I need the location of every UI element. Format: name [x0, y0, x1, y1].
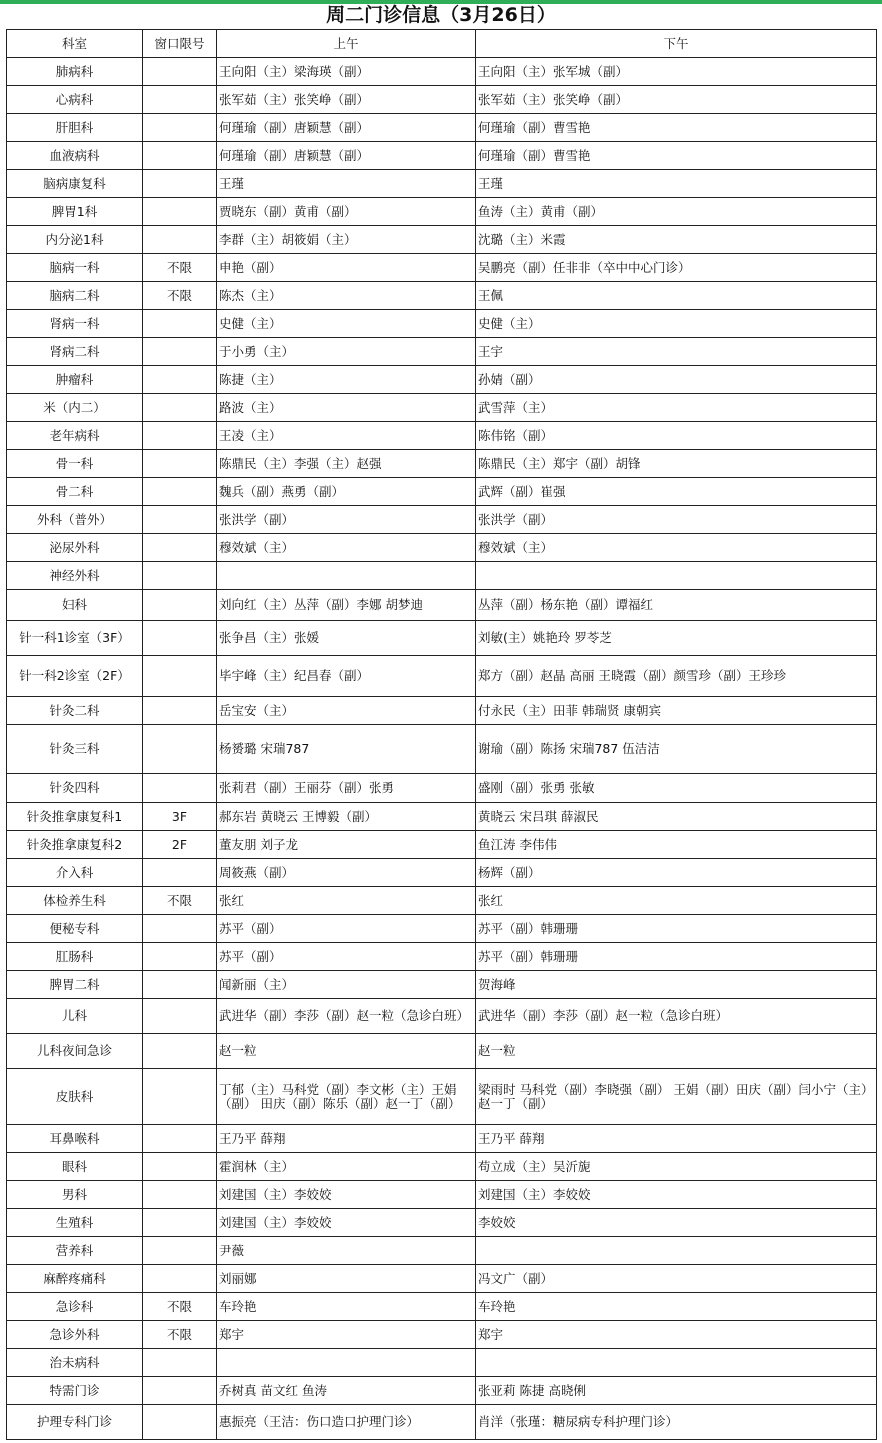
dept-cell: 米（内二） — [7, 394, 143, 422]
pm-cell: 沈璐（主）米霞 — [476, 226, 877, 254]
am-cell: 刘丽娜 — [217, 1265, 476, 1293]
header-am: 上午 — [217, 30, 476, 58]
pm-cell: 张洪学（副） — [476, 506, 877, 534]
table-row — [7, 1181, 877, 1209]
limit-cell — [143, 534, 217, 562]
am-cell: 岳宝安（主） — [217, 697, 476, 725]
table-row — [7, 915, 877, 943]
dept-cell: 肾病一科 — [7, 310, 143, 338]
dept-cell: 肺病科 — [7, 58, 143, 86]
table-row — [7, 774, 877, 803]
am-cell: 陈鼎民（主）李强（主）赵强 — [217, 450, 476, 478]
limit-cell — [143, 506, 217, 534]
am-cell: 史健（主） — [217, 310, 476, 338]
am-cell: 丁郁（主）马科党（副）李文彬（主）王娟（副） 田庆（副）陈乐（副）赵一丁（副） — [217, 1069, 476, 1125]
table-row — [7, 1293, 877, 1321]
pm-cell: 史健（主） — [476, 310, 877, 338]
table-row — [7, 478, 877, 506]
pm-cell: 王宇 — [476, 338, 877, 366]
am-cell: 武进华（副）李莎（副）赵一粒（急诊白班） — [217, 999, 476, 1034]
dept-cell: 便秘专科 — [7, 915, 143, 943]
pm-cell: 苏平（副）韩珊珊 — [476, 915, 877, 943]
pm-cell: 赵一粒 — [476, 1034, 877, 1069]
dept-cell: 针灸三科 — [7, 725, 143, 774]
table-row — [7, 1034, 877, 1069]
am-cell: 车玲艳 — [217, 1293, 476, 1321]
schedule-body — [7, 58, 877, 1440]
am-cell: 王瑾 — [217, 170, 476, 198]
pm-cell: 武进华（副）李莎（副）赵一粒（急诊白班） — [476, 999, 877, 1034]
dept-cell: 脾胃1科 — [7, 198, 143, 226]
table-row — [7, 887, 877, 915]
limit-cell — [143, 1377, 217, 1405]
pm-cell: 苟立成（主）吴沂旎 — [476, 1153, 877, 1181]
pm-cell: 何瑾瑜（副）曹雪艳 — [476, 114, 877, 142]
pm-cell: 武辉（副）崔强 — [476, 478, 877, 506]
table-row — [7, 1209, 877, 1237]
dept-cell: 针灸二科 — [7, 697, 143, 725]
pm-cell: 何瑾瑜（副）曹雪艳 — [476, 142, 877, 170]
table-row — [7, 803, 877, 831]
table-row — [7, 282, 877, 310]
limit-cell — [143, 999, 217, 1034]
limit-cell — [143, 226, 217, 254]
dept-cell: 治未病科 — [7, 1349, 143, 1377]
dept-cell: 针一科1诊室（3F） — [7, 621, 143, 656]
am-cell: 张洪学（副） — [217, 506, 476, 534]
dept-cell: 泌尿外科 — [7, 534, 143, 562]
am-cell: 董友朋 刘子龙 — [217, 831, 476, 859]
dept-cell: 生殖科 — [7, 1209, 143, 1237]
am-cell: 杨赟璐 宋瑞787 — [217, 725, 476, 774]
pm-cell: 付永民（主）田菲 韩瑞贤 康朝宾 — [476, 697, 877, 725]
table-row — [7, 506, 877, 534]
table-row — [7, 621, 877, 656]
dept-cell: 皮肤科 — [7, 1069, 143, 1125]
pm-cell: 贺海峰 — [476, 971, 877, 999]
table-row — [7, 422, 877, 450]
table-row — [7, 1321, 877, 1349]
limit-cell: 不限 — [143, 1293, 217, 1321]
am-cell: 王乃平 薛翔 — [217, 1125, 476, 1153]
limit-cell — [143, 1237, 217, 1265]
limit-cell — [143, 142, 217, 170]
limit-cell — [143, 1349, 217, 1377]
table-row — [7, 697, 877, 725]
table-row — [7, 254, 877, 282]
limit-cell — [143, 725, 217, 774]
limit-cell — [143, 1034, 217, 1069]
dept-cell: 脑病一科 — [7, 254, 143, 282]
am-cell: 陈捷（主） — [217, 366, 476, 394]
dept-cell: 骨二科 — [7, 478, 143, 506]
am-cell: 郑宇 — [217, 1321, 476, 1349]
pm-cell: 郑宇 — [476, 1321, 877, 1349]
header-row — [7, 30, 877, 58]
limit-cell — [143, 86, 217, 114]
am-cell: 王向阳（主）梁海瑛（副） — [217, 58, 476, 86]
table-row — [7, 534, 877, 562]
pm-cell: 王佩 — [476, 282, 877, 310]
pm-cell: 谢瑜（副）陈扬 宋瑞787 伍洁洁 — [476, 725, 877, 774]
table-row — [7, 198, 877, 226]
am-cell — [217, 562, 476, 590]
table-row — [7, 1125, 877, 1153]
table-row — [7, 338, 877, 366]
am-cell: 乔树真 苗文红 鱼涛 — [217, 1377, 476, 1405]
pm-cell: 王瑾 — [476, 170, 877, 198]
table-row — [7, 226, 877, 254]
am-cell: 张莉君（副）王丽芬（副）张勇 — [217, 774, 476, 803]
table-row — [7, 1349, 877, 1377]
dept-cell: 儿科 — [7, 999, 143, 1034]
table-row — [7, 114, 877, 142]
table-row — [7, 58, 877, 86]
pm-cell: 盛刚（副）张勇 张敏 — [476, 774, 877, 803]
limit-cell — [143, 697, 217, 725]
pm-cell: 穆效斌（主） — [476, 534, 877, 562]
header-pm: 下午 — [476, 30, 877, 58]
limit-cell — [143, 58, 217, 86]
pm-cell: 车玲艳 — [476, 1293, 877, 1321]
am-cell: 赵一粒 — [217, 1034, 476, 1069]
pm-cell: 苏平（副）韩珊珊 — [476, 943, 877, 971]
am-cell: 何瑾瑜（副）唐颖慧（副） — [217, 142, 476, 170]
pm-cell — [476, 562, 877, 590]
pm-cell: 冯文广（副） — [476, 1265, 877, 1293]
table-row — [7, 1237, 877, 1265]
am-cell: 闻新丽（主） — [217, 971, 476, 999]
limit-cell — [143, 621, 217, 656]
table-row — [7, 999, 877, 1034]
dept-cell: 麻醉疼痛科 — [7, 1265, 143, 1293]
limit-cell — [143, 1069, 217, 1125]
dept-cell: 肾病二科 — [7, 338, 143, 366]
am-cell: 张争昌（主）张媛 — [217, 621, 476, 656]
limit-cell — [143, 1265, 217, 1293]
limit-cell — [143, 859, 217, 887]
table-row — [7, 310, 877, 338]
am-cell: 毕宇峰（主）纪昌春（副） — [217, 656, 476, 697]
limit-cell — [143, 310, 217, 338]
limit-cell — [143, 1181, 217, 1209]
limit-cell — [143, 971, 217, 999]
pm-cell: 李姣姣 — [476, 1209, 877, 1237]
pm-cell — [476, 1237, 877, 1265]
dept-cell: 针灸四科 — [7, 774, 143, 803]
dept-cell: 神经外科 — [7, 562, 143, 590]
table-row — [7, 1069, 877, 1125]
pm-cell: 刘敏(主）姚艳玲 罗苓芝 — [476, 621, 877, 656]
dept-cell: 外科（普外） — [7, 506, 143, 534]
dept-cell: 肿瘤科 — [7, 366, 143, 394]
pm-cell: 刘建国（主）李姣姣 — [476, 1181, 877, 1209]
limit-cell — [143, 1209, 217, 1237]
pm-cell: 张亚莉 陈捷 高晓俐 — [476, 1377, 877, 1405]
table-row — [7, 943, 877, 971]
am-cell: 陈杰（主） — [217, 282, 476, 310]
dept-cell: 肛肠科 — [7, 943, 143, 971]
dept-cell: 针灸推拿康复科2 — [7, 831, 143, 859]
table-row — [7, 859, 877, 887]
am-cell: 何瑾瑜（副）唐颖慧（副） — [217, 114, 476, 142]
limit-cell — [143, 1153, 217, 1181]
pm-cell: 梁雨时 马科党（副）李晓强（副） 王娟（副）田庆（副）闫小宁（主） 赵一丁（副） — [476, 1069, 877, 1125]
limit-cell — [143, 590, 217, 621]
table-row — [7, 366, 877, 394]
limit-cell — [143, 774, 217, 803]
table-row — [7, 450, 877, 478]
limit-cell — [143, 656, 217, 697]
pm-cell: 吴鹏亮（副）任非非（卒中中心门诊） — [476, 254, 877, 282]
am-cell: 惠振亮（王洁：伤口造口护理门诊） — [217, 1405, 476, 1440]
header-dept: 科室 — [7, 30, 143, 58]
am-cell: 周筱燕（副） — [217, 859, 476, 887]
am-cell: 于小勇（主） — [217, 338, 476, 366]
limit-cell — [143, 366, 217, 394]
schedule-table — [6, 29, 877, 1440]
am-cell: 张军茹（主）张笑峥（副） — [217, 86, 476, 114]
limit-cell — [143, 1125, 217, 1153]
pm-cell: 孙婧（副） — [476, 366, 877, 394]
pm-cell: 郑方（副）赵晶 高丽 王晓霞（副）颜雪珍（副）王珍珍 — [476, 656, 877, 697]
dept-cell: 针一科2诊室（2F） — [7, 656, 143, 697]
pm-cell: 鱼涛（主）黄甫（副） — [476, 198, 877, 226]
pm-cell: 王乃平 薛翔 — [476, 1125, 877, 1153]
limit-cell — [143, 562, 217, 590]
dept-cell: 骨一科 — [7, 450, 143, 478]
limit-cell: 3F — [143, 803, 217, 831]
table-row — [7, 656, 877, 697]
limit-cell — [143, 478, 217, 506]
table-row — [7, 1405, 877, 1440]
limit-cell — [143, 422, 217, 450]
dept-cell: 急诊科 — [7, 1293, 143, 1321]
pm-cell: 黄晓云 宋吕琪 薛淑民 — [476, 803, 877, 831]
limit-cell: 不限 — [143, 1321, 217, 1349]
am-cell: 苏平（副） — [217, 943, 476, 971]
dept-cell: 急诊外科 — [7, 1321, 143, 1349]
limit-cell — [143, 394, 217, 422]
dept-cell: 肝胆科 — [7, 114, 143, 142]
page-title: 周二门诊信息（3月26日） — [326, 4, 556, 26]
dept-cell: 儿科夜间急诊 — [7, 1034, 143, 1069]
dept-cell: 老年病科 — [7, 422, 143, 450]
pm-cell: 陈鼎民（主）郑宇（副）胡锋 — [476, 450, 877, 478]
dept-cell: 心病科 — [7, 86, 143, 114]
am-cell: 郝东岩 黄晓云 王博毅（副） — [217, 803, 476, 831]
pm-cell: 鱼江涛 李伟伟 — [476, 831, 877, 859]
am-cell: 申艳（副） — [217, 254, 476, 282]
limit-cell — [143, 170, 217, 198]
limit-cell: 不限 — [143, 887, 217, 915]
am-cell: 刘建国（主）李姣姣 — [217, 1181, 476, 1209]
limit-cell — [143, 943, 217, 971]
am-cell: 霍润林（主） — [217, 1153, 476, 1181]
table-row — [7, 562, 877, 590]
table-row — [7, 170, 877, 198]
table-row — [7, 831, 877, 859]
dept-cell: 针灸推拿康复科1 — [7, 803, 143, 831]
table-row — [7, 1265, 877, 1293]
am-cell: 王凌（主） — [217, 422, 476, 450]
dept-cell: 特需门诊 — [7, 1377, 143, 1405]
table-row — [7, 142, 877, 170]
dept-cell: 耳鼻喉科 — [7, 1125, 143, 1153]
pm-cell: 张军茹（主）张笑峥（副） — [476, 86, 877, 114]
am-cell: 刘向红（主）丛萍（副）李娜 胡梦迪 — [217, 590, 476, 621]
table-row — [7, 590, 877, 621]
pm-cell — [476, 1349, 877, 1377]
limit-cell: 不限 — [143, 282, 217, 310]
am-cell: 魏兵（副）燕勇（副） — [217, 478, 476, 506]
limit-cell — [143, 1405, 217, 1440]
am-cell: 路波（主） — [217, 394, 476, 422]
table-row — [7, 1153, 877, 1181]
dept-cell: 脑病二科 — [7, 282, 143, 310]
dept-cell: 脾胃二科 — [7, 971, 143, 999]
dept-cell: 体检养生科 — [7, 887, 143, 915]
limit-cell — [143, 338, 217, 366]
dept-cell: 脑病康复科 — [7, 170, 143, 198]
table-row — [7, 725, 877, 774]
pm-cell: 武雪萍（主） — [476, 394, 877, 422]
table-row — [7, 86, 877, 114]
dept-cell: 妇科 — [7, 590, 143, 621]
am-cell: 李群（主）胡筱娟（主） — [217, 226, 476, 254]
pm-cell: 丛萍（副）杨东艳（副）谭福红 — [476, 590, 877, 621]
limit-cell: 不限 — [143, 254, 217, 282]
dept-cell: 介入科 — [7, 859, 143, 887]
am-cell — [217, 1349, 476, 1377]
limit-cell — [143, 450, 217, 478]
dept-cell: 血液病科 — [7, 142, 143, 170]
dept-cell: 男科 — [7, 1181, 143, 1209]
pm-cell: 张红 — [476, 887, 877, 915]
am-cell: 苏平（副） — [217, 915, 476, 943]
table-row — [7, 1377, 877, 1405]
limit-cell — [143, 915, 217, 943]
am-cell: 张红 — [217, 887, 476, 915]
dept-cell: 营养科 — [7, 1237, 143, 1265]
pm-cell: 杨辉（副） — [476, 859, 877, 887]
am-cell: 尹薇 — [217, 1237, 476, 1265]
limit-cell — [143, 198, 217, 226]
am-cell: 贾晓东（副）黄甫（副） — [217, 198, 476, 226]
dept-cell: 内分泌1科 — [7, 226, 143, 254]
am-cell: 穆效斌（主） — [217, 534, 476, 562]
table-row — [7, 971, 877, 999]
pm-cell: 陈伟铭（副） — [476, 422, 877, 450]
limit-cell — [143, 114, 217, 142]
dept-cell: 眼科 — [7, 1153, 143, 1181]
limit-cell: 2F — [143, 831, 217, 859]
am-cell: 刘建国（主）李姣姣 — [217, 1209, 476, 1237]
header-limit: 窗口限号 — [143, 30, 217, 58]
pm-cell: 肖洋（张瑾：糖尿病专科护理门诊） — [476, 1405, 877, 1440]
pm-cell: 王向阳（主）张军城（副） — [476, 58, 877, 86]
table-row — [7, 394, 877, 422]
dept-cell: 护理专科门诊 — [7, 1405, 143, 1440]
